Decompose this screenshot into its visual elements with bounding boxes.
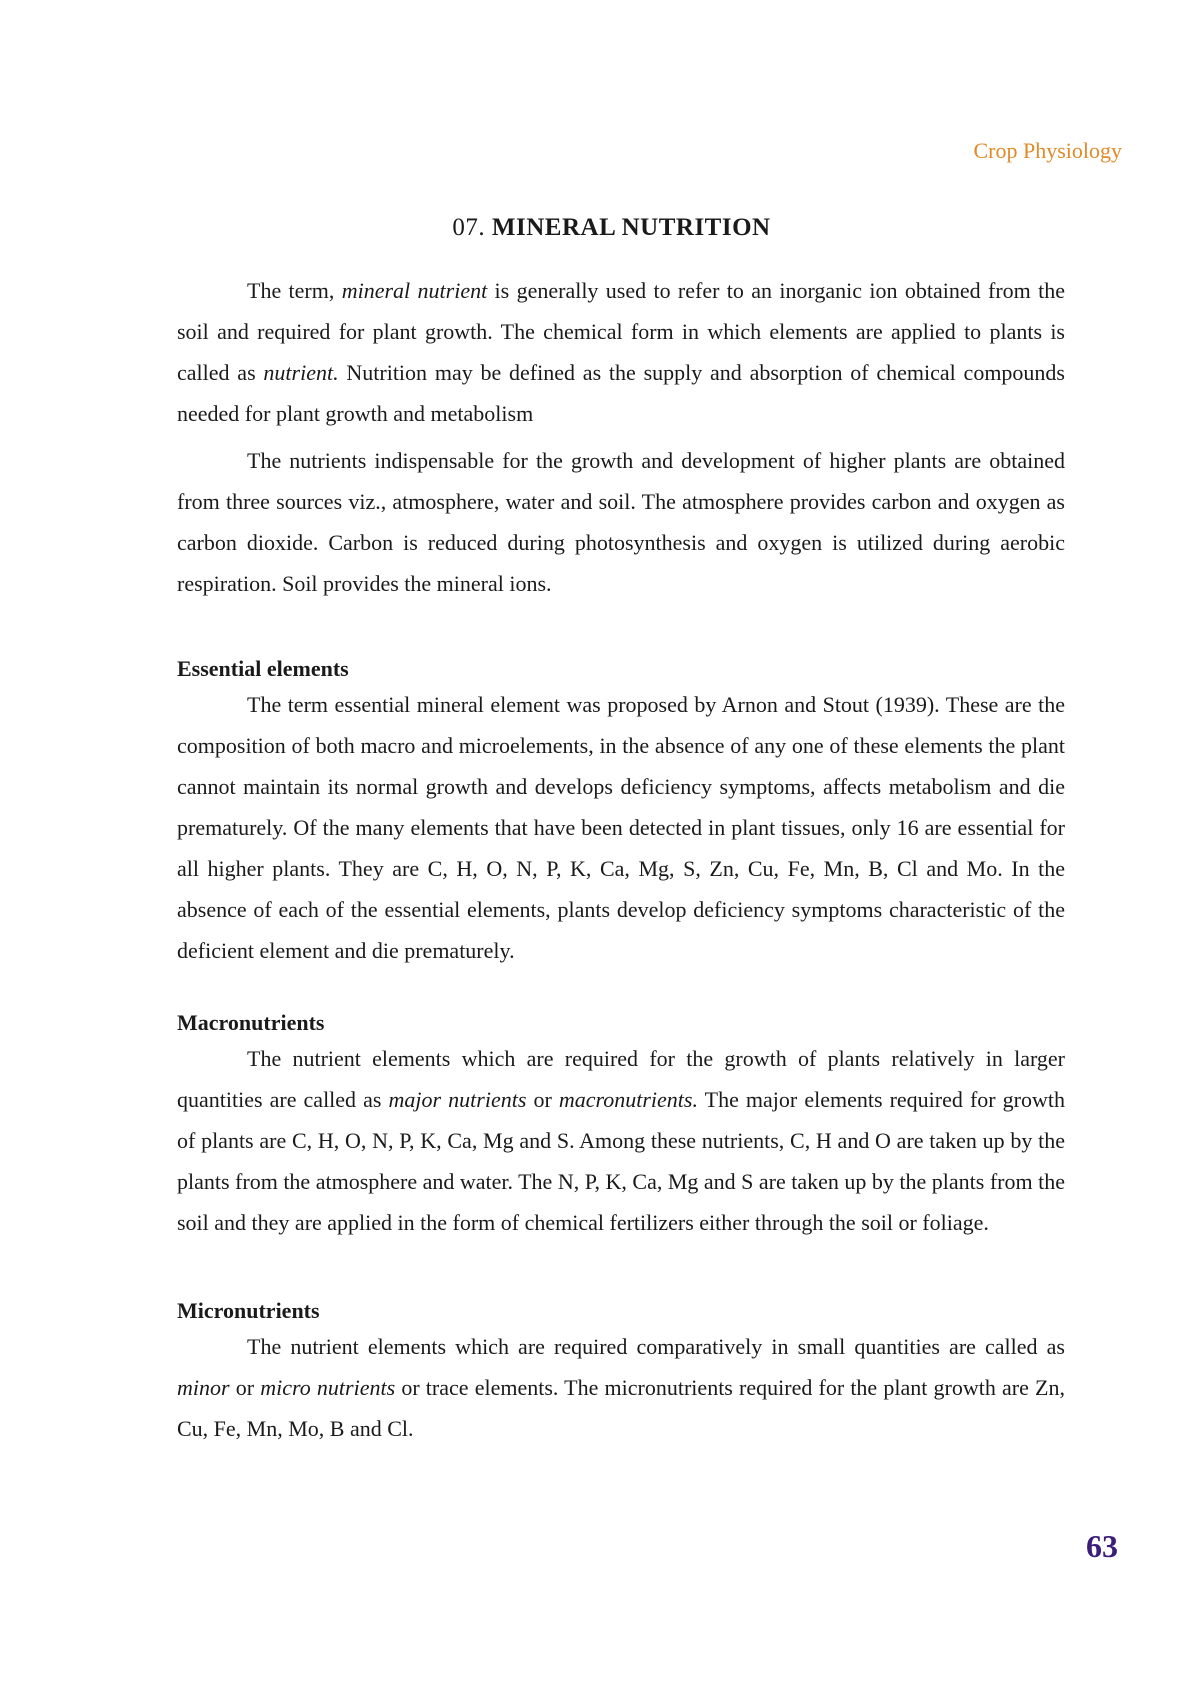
- intro-p1-text-c: Nutrition may be defined as the supply and absorption of chemical compounds needed for plant growth and metabolism: [177, 360, 1065, 426]
- micro-text-c: or trace elements. The micronutrients required for the plant growth are Zn, Cu, Fe, Mn, Mo, B and Cl.: [177, 1375, 1065, 1441]
- chapter-title-text: MINERAL NUTRITION: [491, 214, 771, 241]
- intro-section: [177, 270, 1065, 604]
- intro-p1-text-a: The term,: [247, 278, 342, 303]
- essential-heading: Essential elements: [177, 656, 349, 681]
- intro-paragraph-1: [177, 270, 1065, 434]
- micronutrients-section: [177, 1296, 1065, 1449]
- essential-paragraph: The term essential mineral element was proposed by Arnon and Stout (1939). These are the composition of both macro and microelements, in the absence of any one of these elements the plant cannot maintain its normal growth and develops deficiency symptoms, affects metabolism and die prematurely. Of the many elements that have been detected in plant tissues, only 16 are essential for all higher plants. They are C, H, O, N, P, K, Ca, Mg, S, Zn, Cu, Fe, Mn, B, Cl and Mo. In the absence of each of the essential elements, plants develop deficiency symptoms characteristic of the deficient element and die prematurely.: [177, 692, 1065, 963]
- intro-p1-term-nutrient: nutrient.: [263, 360, 339, 385]
- running-header: Crop Physiology: [973, 138, 1122, 163]
- essential-section: [177, 654, 1065, 971]
- intro-paragraph-2: The nutrients indispensable for the growth and development of higher plants are obtained from three sources viz., atmosphere, water and soil. The atmosphere provides carbon and oxygen as carbon dioxide. Carbon is reduced during photosynthesis and oxygen is utilized during aerobic respiration. Soil provides the mineral ions.: [177, 448, 1065, 596]
- micronutrients-paragraph: [177, 1326, 1065, 1449]
- micro-term-micro-nutrients: micro nutrients: [260, 1375, 396, 1400]
- macronutrients-heading: Macronutrients: [177, 1010, 325, 1035]
- macro-text-c: The major elements required for growth of plants are C, H, O, N, P, K, Ca, Mg and S. Among these nutrients, C, H and O are taken up by the plants from the atmosphere and water. The N, P, K, Ca, Mg and S are taken up by the plants from the soil and they are applied in the form of chemical fertilizers either through the soil or foliage.: [177, 1087, 1065, 1235]
- macro-text-b: or: [526, 1087, 559, 1112]
- macro-text-a: The nutrient elements which are required for the growth of plants relatively in larger quantities are called as: [177, 1046, 1065, 1112]
- page-number: 63: [1086, 1528, 1118, 1564]
- macro-term-major-nutrients: major nutrients: [388, 1087, 527, 1112]
- micro-text-a: The nutrient elements which are required comparatively in small quantities are called as: [247, 1334, 1065, 1359]
- chapter-title: [0, 214, 1200, 242]
- micronutrients-heading: Micronutrients: [177, 1298, 320, 1323]
- macronutrients-paragraph: [177, 1038, 1065, 1243]
- chapter-number: 07.: [452, 214, 486, 241]
- intro-p1-term-mineral-nutrient: mineral nutrient: [341, 278, 488, 303]
- micro-term-minor: minor: [177, 1375, 230, 1400]
- macronutrients-section: [177, 1008, 1065, 1243]
- intro-p1-text-b: is generally used to refer to an inorganic ion obtained from the soil and required for plant growth. The chemical form in which elements are applied to plants is called as: [177, 278, 1065, 385]
- micro-text-b: or: [229, 1375, 261, 1400]
- macro-term-macronutrients: macronutrients.: [558, 1087, 698, 1112]
